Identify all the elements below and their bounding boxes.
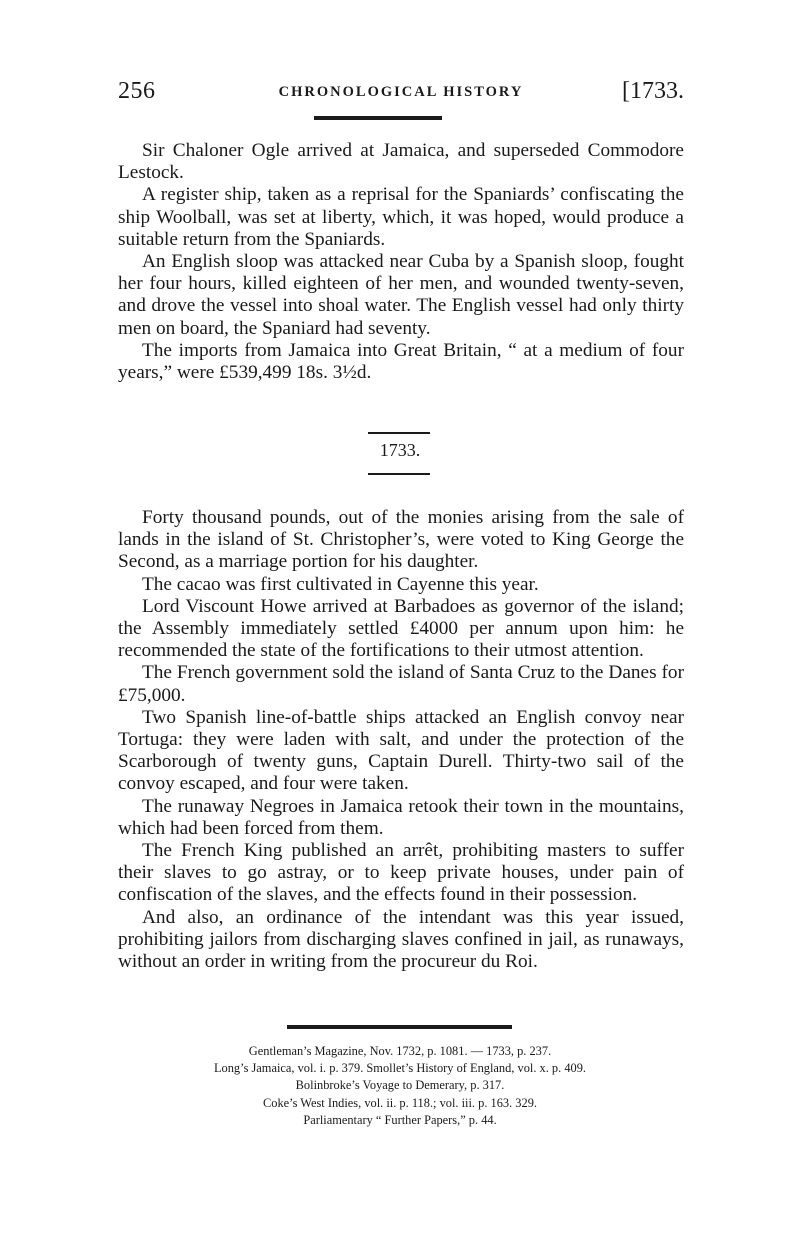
running-title: CHRONOLOGICAL HISTORY bbox=[278, 84, 524, 100]
source-line: Parliamentary “ Further Papers,” p. 44. bbox=[303, 1112, 497, 1127]
section-2-text bbox=[118, 507, 684, 973]
paragraph: Two Spanish line-of-battle ships attacked an English convoy near Tortuga: they were laden with salt, and under the protection of the Scarborough of twenty guns, Captain Durell. Thirty-two sail of the convoy escaped, and four were taken. bbox=[118, 706, 684, 795]
year-heading: 1733. bbox=[379, 440, 421, 460]
running-year: [1733. bbox=[622, 78, 684, 104]
header-rule bbox=[314, 116, 442, 120]
year-rule-bottom bbox=[368, 473, 430, 475]
page-number: 256 bbox=[118, 78, 156, 104]
source-references bbox=[100, 1043, 700, 1129]
paragraph: Forty thousand pounds, out of the monies arising from the sale of lands in the island of St. Christopher’s, were voted to King George the Second, as a marriage portion for his daughter. bbox=[118, 507, 684, 573]
section-1-text bbox=[118, 140, 684, 384]
source-line: Bolinbroke’s Voyage to Demerary, p. 317. bbox=[295, 1078, 505, 1093]
source-line: Long’s Jamaica, vol. i. p. 379. Smollet’s History of England, vol. x. p. 409. bbox=[213, 1061, 587, 1076]
footer-rule bbox=[287, 1025, 512, 1029]
paragraph: The cacao was first cultivated in Cayenne this year. bbox=[142, 573, 539, 595]
paragraph: And also, an ordinance of the intendant was this year issued, prohibiting jailors from discharging slaves confined in jail, as runaways, without an order in writing from the procureur du Roi. bbox=[118, 906, 684, 973]
paragraph: An English sloop was attacked near Cuba by a Spanish sloop, fought her four hours, killed eighteen of her men, and wounded twenty-seven, and drove the vessel into shoal water. The English vessel had only thirty men on board, the Spaniard had seventy. bbox=[118, 251, 684, 339]
running-header bbox=[118, 78, 684, 108]
source-line: Gentleman’s Magazine, Nov. 1732, p. 1081. — 1733, p. 237. bbox=[248, 1044, 552, 1058]
paragraph: Lord Viscount Howe arrived at Barbadoes as governor of the island; the Assembly immediately settled £4000 per annum upon him: he recommended the state of the fortifications to their utmost attention. bbox=[118, 595, 684, 662]
year-rule-top bbox=[368, 432, 430, 434]
paragraph: A register ship, taken as a reprisal for the Spaniards’ confiscating the ship Woolball, was set at liberty, which, it was hoped, would produce a suitable return from the Spaniards. bbox=[118, 184, 684, 250]
paragraph: The French government sold the island of Santa Cruz to the Danes for £75,000. bbox=[118, 662, 684, 706]
paragraph: The runaway Negroes in Jamaica retook their town in the mountains, which had been forced from them. bbox=[118, 795, 684, 839]
paragraph: Sir Chaloner Ogle arrived at Jamaica, and superseded Commodore Lestock. bbox=[118, 140, 684, 184]
paragraph: The imports from Jamaica into Great Britain, “ at a medium of four years,” were £539,499 18s. 3½d. bbox=[118, 339, 684, 384]
paragraph: The French King published an arrêt, prohibiting masters to suffer their slaves to go astray, or to keep private houses, under pain of confiscation of the slaves, and the effects found in their possession. bbox=[118, 840, 684, 906]
source-line: Coke’s West Indies, vol. ii. p. 118.; vol. iii. p. 163. 329. bbox=[262, 1095, 537, 1110]
